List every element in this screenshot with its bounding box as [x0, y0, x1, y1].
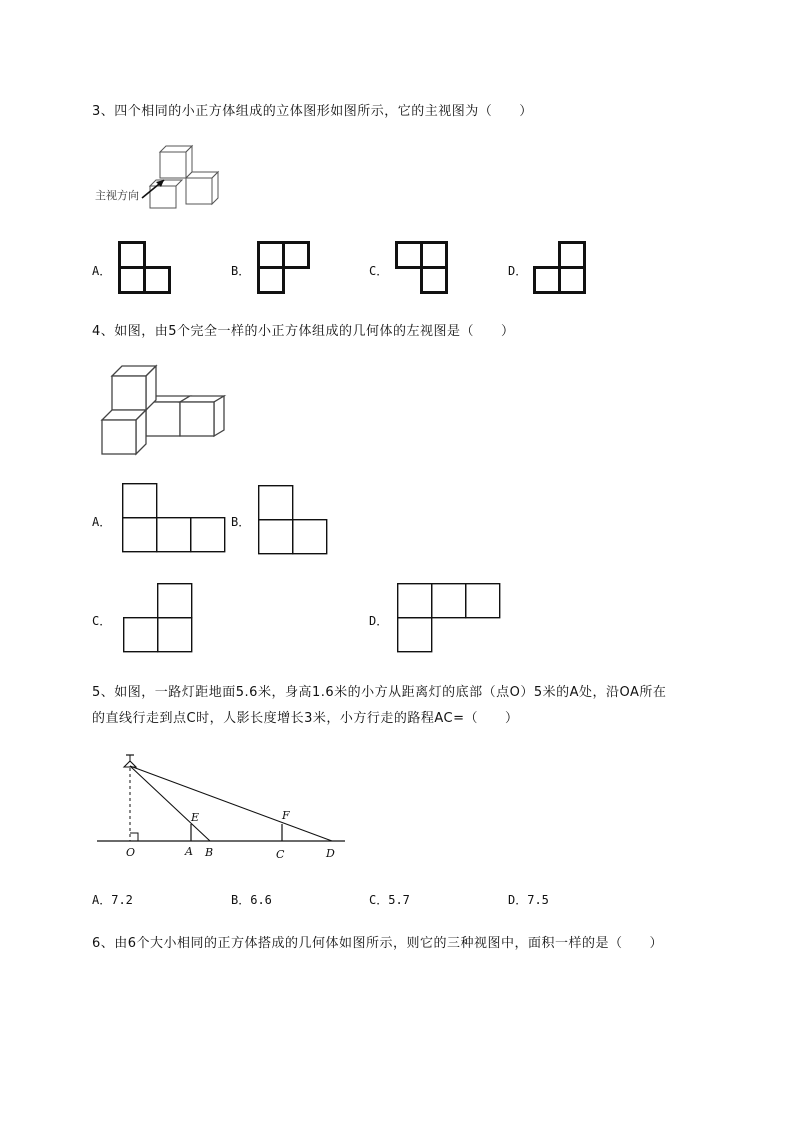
q5-point-o: O — [126, 846, 136, 859]
q3-option-c-label: C． — [369, 264, 389, 278]
q4-cube-figure — [100, 364, 230, 459]
q5-stem-line1: 5、如图，一路灯距地面5.6米，身高1.6米的小方从距离灯的底部（点O）5米的A处，沿OA所在 — [92, 685, 667, 700]
q4-option-c-label: C． — [92, 614, 112, 628]
q4-option-b-figure — [258, 485, 333, 560]
q4-option-d-figure — [397, 583, 507, 658]
q3-option-d-label: D． — [508, 264, 528, 278]
q5-stem-line2: 的直线行走到点C时，人影长度增长3米，小方行走的路程AC=（ ） — [92, 711, 519, 726]
q6-stem: 6、由6个大小相同的正方体搭成的几何体如图所示，则它的三种视图中，面积一样的是（ ） — [92, 936, 664, 951]
q4-option-b-label: B． — [231, 515, 251, 529]
q3-option-c-figure — [395, 241, 455, 301]
q3-option-b-figure — [257, 241, 317, 301]
q3-direction-label: 主视方向 — [95, 189, 139, 202]
q5-point-c: C — [276, 848, 285, 861]
q3-stem: 3、四个相同的小正方体组成的立体图形如图所示，它的主视图为（ ） — [92, 104, 533, 119]
q3-option-a-label: A． — [92, 264, 112, 278]
q5-point-a: A — [185, 845, 193, 858]
q3-cube-figure — [90, 140, 230, 220]
q3-option-a-figure — [118, 241, 178, 301]
q4-option-a-figure — [122, 483, 232, 558]
q4-option-d-label: D． — [369, 614, 389, 628]
q5-lamp-figure — [95, 748, 355, 868]
q5-point-b: B — [205, 846, 214, 859]
q3-option-d-figure — [533, 241, 593, 301]
q5-point-e: E — [191, 811, 200, 824]
q4-stem: 4、如图，由5个完全一样的小正方体组成的几何体的左视图是（ ） — [92, 324, 515, 339]
q3-option-b-label: B． — [231, 264, 251, 278]
q5-option-d: D．7.5 — [508, 893, 549, 907]
q5-point-f: F — [282, 809, 290, 822]
q5-point-d: D — [326, 847, 335, 860]
q5-option-a: A．7.2 — [92, 893, 133, 907]
q4-option-a-label: A． — [92, 515, 112, 529]
q5-option-c: C．5.7 — [369, 893, 410, 907]
q4-option-c-figure — [123, 583, 198, 658]
q5-option-b: B．6.6 — [231, 893, 272, 907]
